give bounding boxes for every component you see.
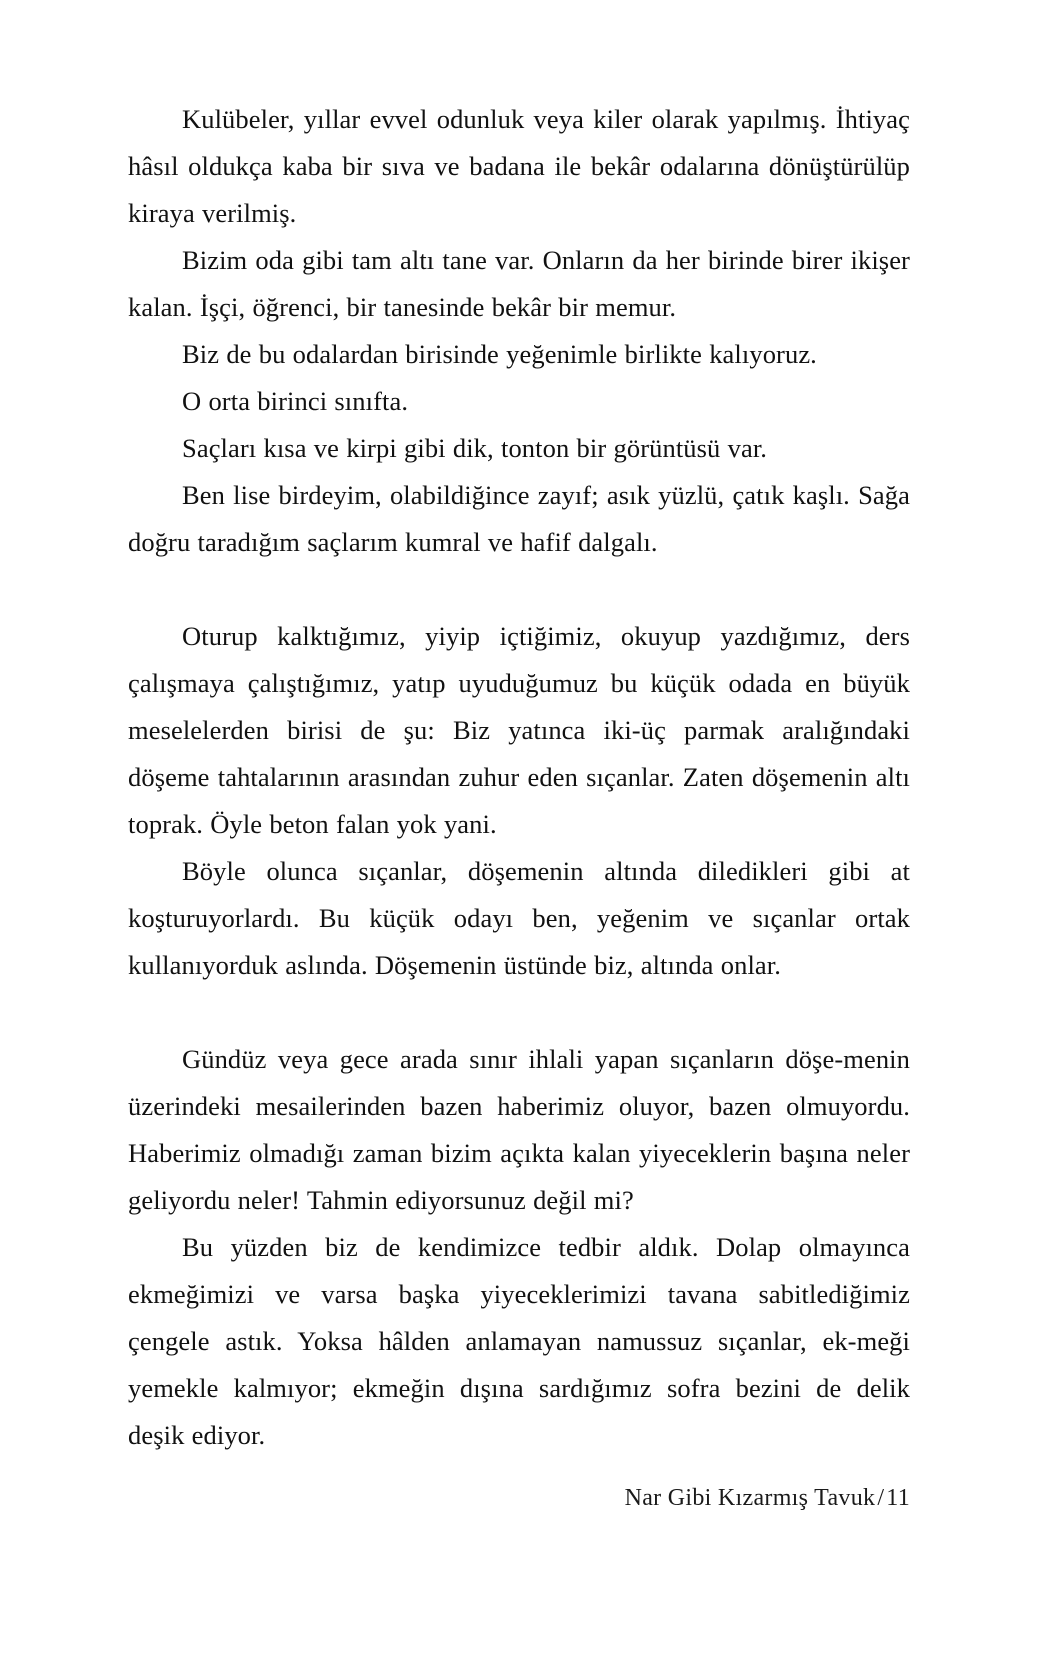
paragraph-9: Gündüz veya gece arada sınır ihlali yapan sıçanların döşe-menin üzerindeki mesailerinden bazen haberimiz oluyor, bazen olmuyordu. Haberimiz olmadığı zaman bizim açıkta kalan yiyeceklerin başına neler geliyordu neler! Tahmin ediyorsunuz değil mi?	[128, 1044, 910, 1215]
footer-separator: /	[877, 1485, 885, 1511]
paragraph-4: O orta birinci sınıfta.	[182, 386, 409, 416]
paragraph-5: Saçları kısa ve kirpi gibi dik, tonton bir görüntüsü var.	[182, 433, 768, 463]
text-column	[128, 96, 910, 1459]
paragraph-8: Böyle olunca sıçanlar, döşemenin altında diledikleri gibi at koşturuyorlardı. Bu küçük odayı ben, yeğenim ve sıçanlar ortak kullanıyorduk aslında. Döşemenin üstünde biz, altında onlar.	[128, 856, 910, 980]
paragraph-10: Bu yüzden biz de kendimizce tedbir aldık. Dolap olmayınca ekmeğimizi ve varsa başka yiyeceklerimizi tavana sabitlediğimiz çengele astık. Yoksa hâlden anlamayan namussuz sıçanlar, ek-meği yemekle kalmıyor; ekmeğin dışına sardığımız sofra bezini de delik deşik ediyor.	[128, 1232, 910, 1450]
footer-book-title: Nar Gibi Kızarmış Tavuk	[624, 1485, 876, 1511]
paragraph-3: Biz de bu odalardan birisinde yeğenimle birlikte kalıyoruz.	[182, 339, 817, 369]
page-footer	[128, 1483, 910, 1513]
paragraph-6: Ben lise birdeyim, olabildiğince zayıf; asık yüzlü, çatık kaşlı. Sağa doğru taradığım saçlarım kumral ve hafif dalgalı.	[128, 480, 910, 557]
footer-page-number: 11	[886, 1485, 910, 1511]
paragraph-2: Bizim oda gibi tam altı tane var. Onların da her birinde birer ikişer kalan. İşçi, öğrenci, bir tanesinde bekâr bir memur.	[128, 245, 910, 322]
paragraph-7: Oturup kalktığımız, yiyip içtiğimiz, okuyup yazdığımız, ders çalışmaya çalıştığımız, yatıp uyuduğumuz bu küçük odada en büyük meselelerden birisi de şu: Biz yatınca iki-üç parmak aralığındaki döşeme tahtalarının arasından zuhur eden sıçanlar. Zaten döşemenin altı toprak. Öyle beton falan yok yani.	[128, 621, 910, 839]
paragraph-1: Kulübeler, yıllar evvel odunluk veya kiler olarak yapılmış. İhtiyaç hâsıl oldukça kaba bir sıva ve badana ile bekâr odalarına dönüştürülüp kiraya verilmiş.	[128, 104, 910, 228]
